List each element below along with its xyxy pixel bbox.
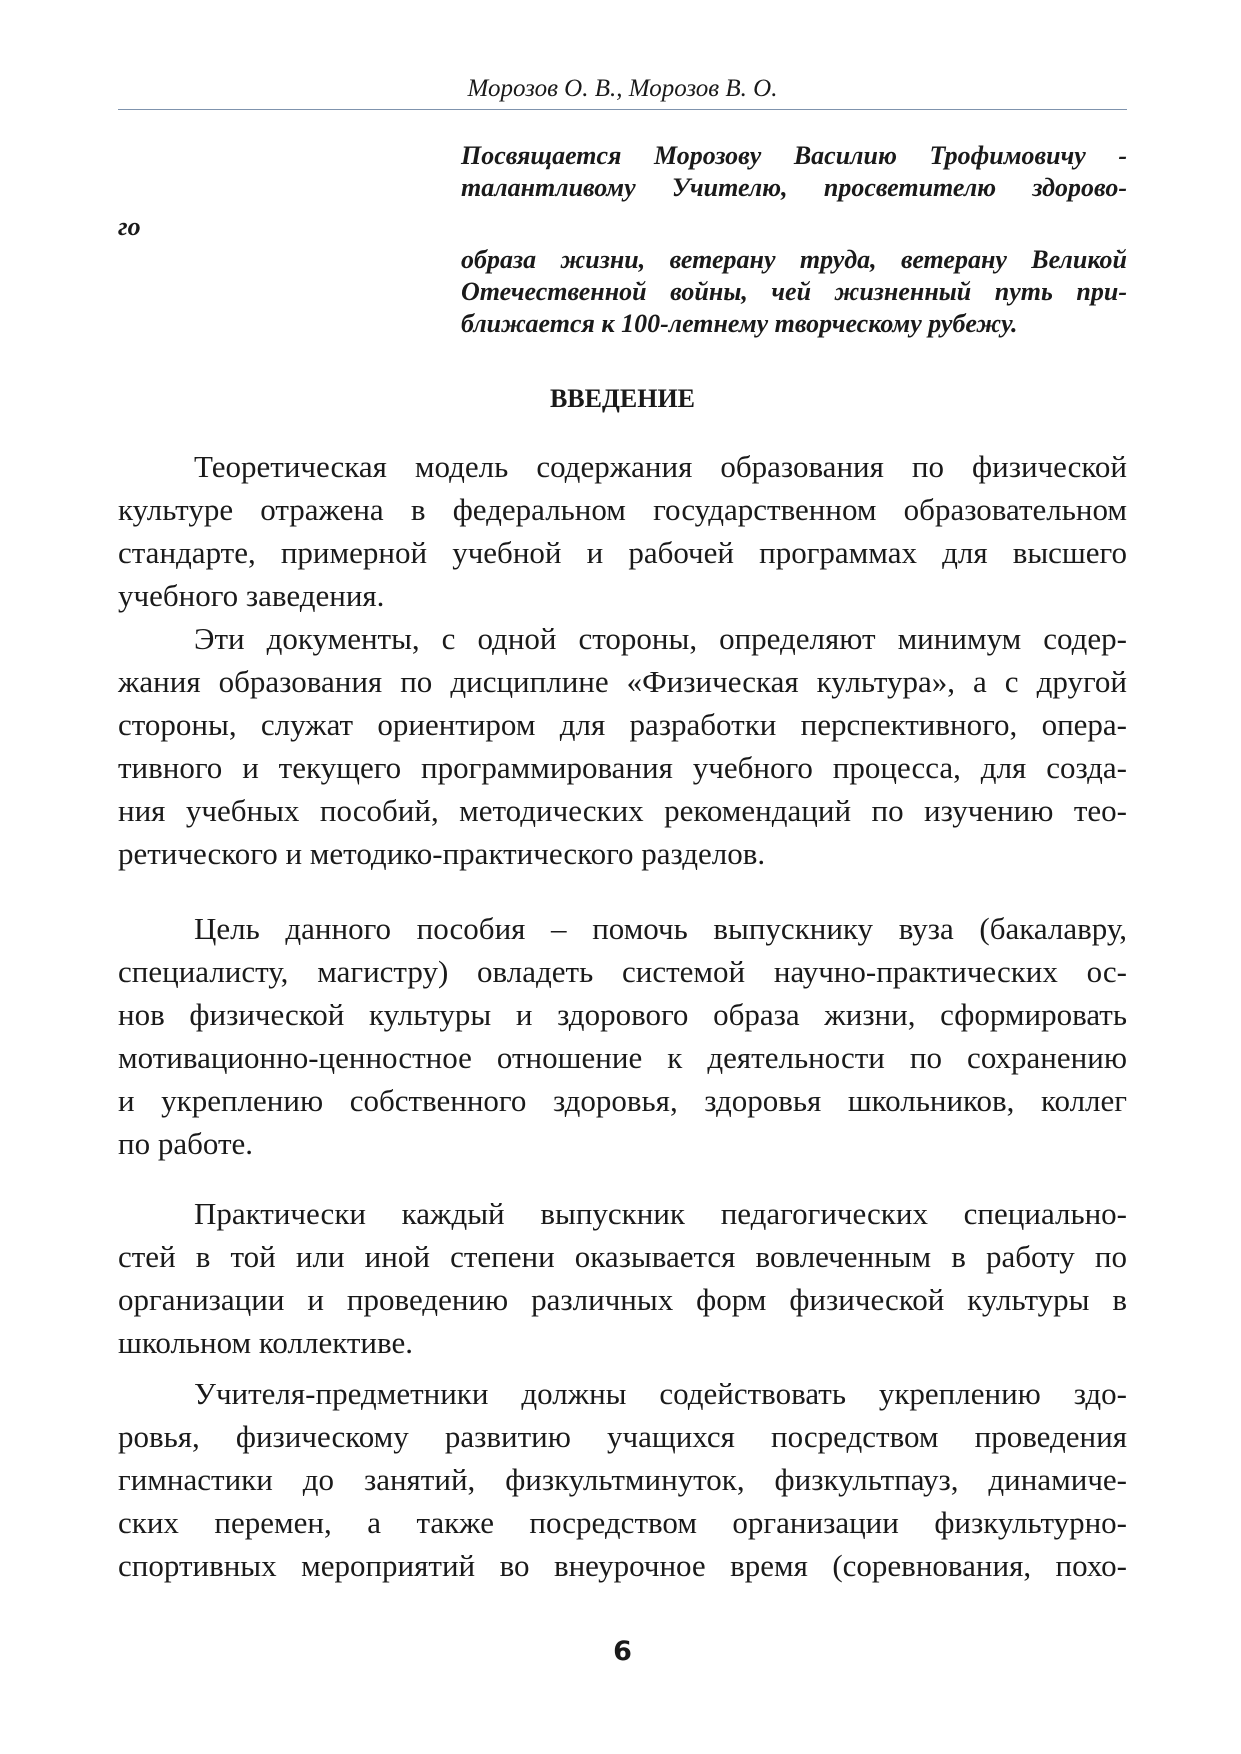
body-line: ских перемен, а также посредством организации физкультурно- (118, 1505, 1127, 1540)
body-line: стей в той или иной степени оказывается вовлеченным в работу по (118, 1239, 1127, 1274)
header-rule (118, 109, 1127, 110)
section-title: ВВЕДЕНИЕ (549, 384, 696, 413)
page-number: 6 (613, 1636, 632, 1667)
body-line: стороны, служат ориентиром для разработки перспективного, опера- (118, 707, 1127, 742)
body-line: Эти документы, с одной стороны, определяют минимум содер- (194, 621, 1127, 656)
body-line: жания образования по дисциплине «Физическая культура», а с другой (118, 664, 1127, 699)
dedication-orphan: го (118, 212, 141, 241)
dedication-line: Посвящается Морозову Василию Трофимовичу - (461, 141, 1127, 170)
dedication-line: талантливому Учителю, просветителю здорово- (461, 173, 1127, 202)
body-line: организации и проведению различных форм физической культуры в (118, 1282, 1127, 1317)
body-line: Теоретическая модель содержания образования по физической (194, 449, 1127, 484)
body-line: нов физической культуры и здорового образа жизни, сформировать (118, 997, 1127, 1032)
body-line: мотивационно-ценностное отношение к деятельности по сохранению (118, 1040, 1127, 1075)
running-header: Морозов О. В., Морозов В. О. (467, 75, 778, 102)
body-line: школьном коллективе. (118, 1325, 413, 1360)
body-line: специалисту, магистру) овладеть системой научно-практических ос- (118, 954, 1127, 989)
body-line: гимнастики до занятий, физкультминуток, физкультпауз, динамиче- (118, 1462, 1127, 1497)
body-line: Учителя-предметники должны содействовать укреплению здо- (194, 1376, 1127, 1411)
body-line: спортивных мероприятий во внеурочное время (соревнования, похо- (118, 1548, 1127, 1583)
dedication-line: образа жизни, ветерану труда, ветерану Великой (461, 245, 1127, 274)
body-line: ния учебных пособий, методических рекомендаций по изучению тео- (118, 793, 1127, 828)
body-line: по работе. (118, 1126, 254, 1161)
body-line: учебного заведения. (118, 578, 385, 613)
dedication-line: Отечественной войны, чей жизненный путь при- (461, 277, 1127, 306)
body-line: Практически каждый выпускник педагогических специально- (194, 1196, 1127, 1231)
body-line: культуре отражена в федеральном государственном образовательном (118, 492, 1127, 527)
body-line: и укреплению собственного здоровья, здоровья школьников, коллег (118, 1083, 1127, 1118)
body-line: тивного и текущего программирования учебного процесса, для созда- (118, 750, 1127, 785)
body-line: Цель данного пособия – помочь выпускнику вуза (бакалавру, (194, 911, 1127, 946)
dedication-line: ближается к 100-летнему творческому рубежу. (461, 309, 1018, 338)
body-line: стандарте, примерной учебной и рабочей программах для высшего (118, 535, 1127, 570)
dedication-block-continued (461, 244, 1127, 340)
dedication-block (461, 140, 1127, 204)
body-line: ретического и методико-практического разделов. (118, 836, 766, 871)
body-line: ровья, физическому развитию учащихся посредством проведения (118, 1419, 1127, 1454)
